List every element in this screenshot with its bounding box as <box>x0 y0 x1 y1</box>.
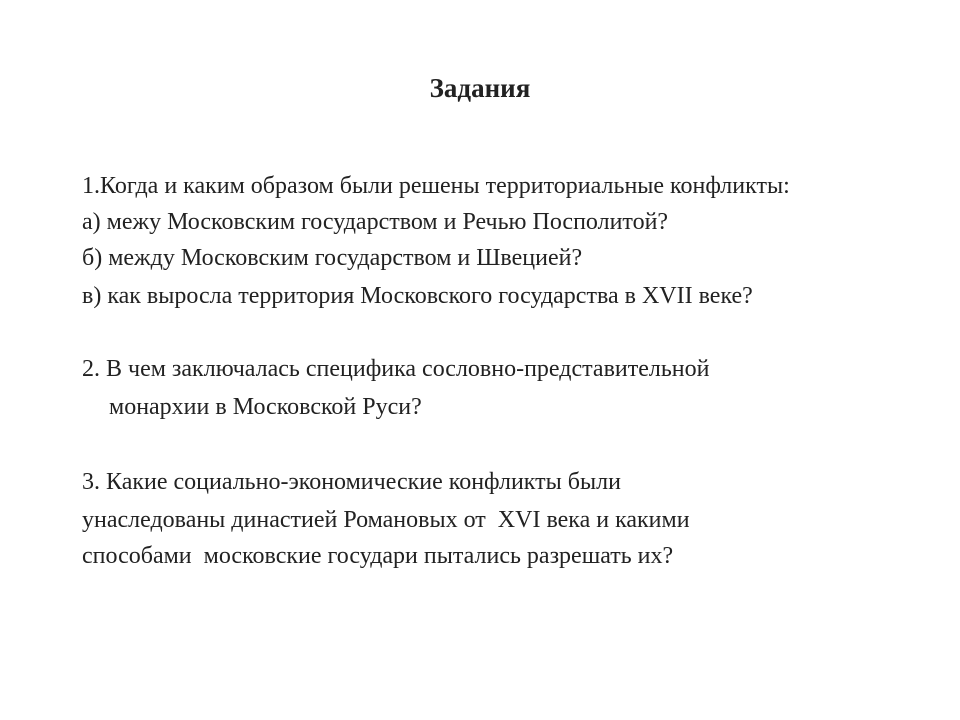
task-3-line-3: способами московские государи пытались разрешать их? <box>82 543 674 569</box>
task-1-item-b: б) между Московским государством и Швецией? <box>82 245 583 271</box>
task-3-line-1: 3. Какие социально-экономические конфликты были <box>82 469 621 495</box>
task-2-line-1: 2. В чем заключалась специфика сословно-представительной <box>82 356 710 382</box>
page-title: Задания <box>429 73 531 103</box>
task-2-line-2: монархии в Московской Руси? <box>109 394 422 420</box>
task-1-question: 1.Когда и каким образом были решены территориальные конфликты: <box>82 173 790 199</box>
task-3-line-2: унаследованы династией Романовых от XVI века и какими <box>82 507 690 533</box>
task-1-item-c: в) как выросла территория Московского государства в XVII веке? <box>82 283 753 309</box>
task-1-item-a: а) межу Московским государством и Речью Посполитой? <box>82 209 669 235</box>
